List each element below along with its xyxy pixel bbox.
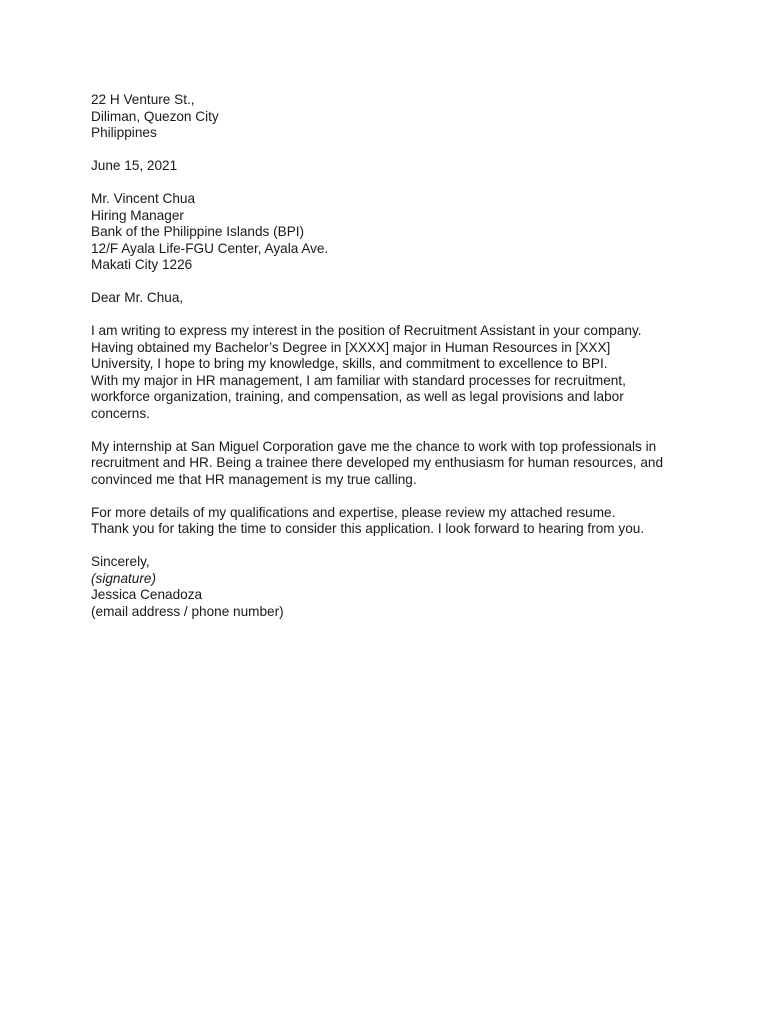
recipient-city: Makati City 1226 <box>91 257 193 272</box>
paragraph-line: I am writing to express my interest in the position of Recruitment Assistant in your company. <box>91 323 642 338</box>
salutation-block <box>91 290 711 307</box>
letter-date-block <box>91 158 711 175</box>
recipient-company: Bank of the Philippine Islands (BPI) <box>91 224 305 239</box>
paragraph-line: With my major in HR management, I am familiar with standard processes for recruitment, <box>91 372 626 388</box>
paragraph-line: recruitment and HR. Being a trainee there developed my enthusiasm for human resources, and <box>91 455 663 470</box>
paragraph-line: My internship at San Miguel Corporation gave me the chance to work with top professionals in <box>91 438 657 454</box>
salutation: Dear Mr. Chua, <box>91 290 184 305</box>
cover-letter <box>91 92 711 637</box>
recipient-address <box>91 191 711 274</box>
sender-address-line: Philippines <box>91 125 157 140</box>
sign-off: Sincerely, <box>91 554 150 569</box>
sender-contact: (email address / phone number) <box>91 603 284 619</box>
sender-name: Jessica Cenadoza <box>91 587 203 602</box>
recipient-street: 12/F Ayala Life-FGU Center, Ayala Ave. <box>91 240 329 256</box>
paragraph-line: For more details of my qualifications and expertise, please review my attached resume. <box>91 504 616 520</box>
body-paragraph-3 <box>91 505 711 538</box>
paragraph-line: University, I hope to bring my knowledge, skills, and commitment to excellence to BPI. <box>91 356 608 371</box>
body-paragraph-2 <box>91 439 711 489</box>
paragraph-line: Having obtained my Bachelor’s Degree in [XXXX] major in Human Resources in [XXX] <box>91 339 611 355</box>
paragraph-line: workforce organization, training, and compensation, as well as legal provisions and labor <box>91 389 624 404</box>
body-paragraph-1 <box>91 323 711 422</box>
signature-placeholder: (signature) <box>91 570 156 586</box>
paragraph-line: Thank you for taking the time to consider this application. I look forward to hearing from you. <box>91 521 645 536</box>
sender-address <box>91 92 711 142</box>
recipient-name: Mr. Vincent Chua <box>91 191 196 206</box>
letter-date: June 15, 2021 <box>91 158 178 173</box>
recipient-title: Hiring Manager <box>91 207 184 223</box>
closing-block <box>91 554 711 620</box>
paragraph-line: concerns. <box>91 405 150 421</box>
sender-address-line: Diliman, Quezon City <box>91 108 219 124</box>
sender-address-line: 22 H Venture St., <box>91 92 195 107</box>
paragraph-line: convinced me that HR management is my true calling. <box>91 471 417 487</box>
